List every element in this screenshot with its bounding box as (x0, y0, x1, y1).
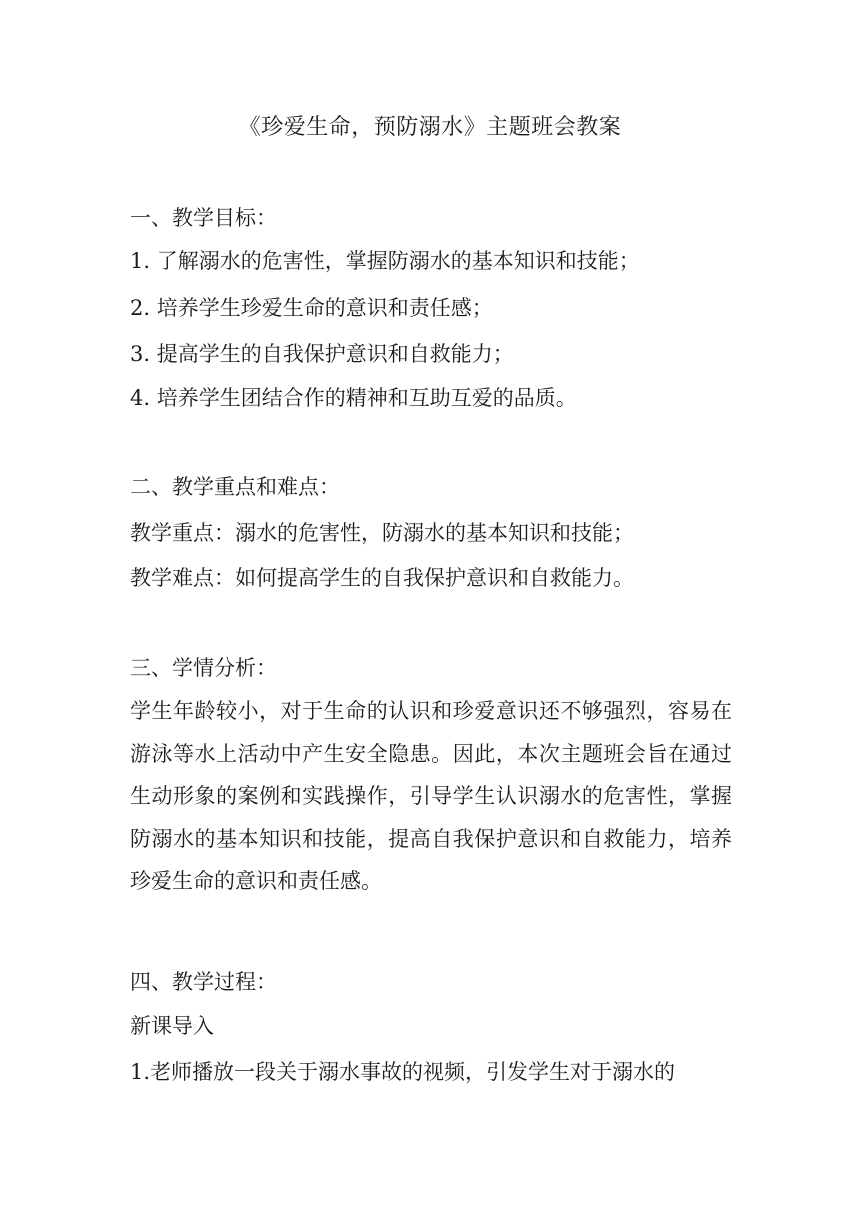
objective-item-2: 2. 培养学生珍爱生命的意识和责任感； (130, 296, 493, 320)
section-heading-key-points: 二、教学重点和难点： (130, 475, 340, 499)
section-heading-objectives: 一、教学目标： (130, 206, 277, 230)
objective-item-4: 4. 培养学生团结合作的精神和互助互爱的品质。 (130, 386, 577, 410)
process-item-1: 1.老师播放一段关于溺水事故的视频，引发学生对于溺水的 (130, 1060, 676, 1084)
section-heading-analysis: 三、学情分析： (130, 656, 277, 680)
analysis-paragraph: 学生年龄较小，对于生命的认识和珍爱意识还不够强烈，容易在游泳等水上活动中产生安全隐患。因此，本次主题班会旨在通过生动形象的案例和实践操作，引导学生认识溺水的危害性，掌握防溺水的基本知识和技能，提高自我保护意识和自救能力，培养珍爱生命的意识和责任感。 (130, 699, 732, 893)
objective-item-3: 3. 提高学生的自我保护意识和自救能力； (130, 342, 514, 366)
key-point-item: 教学重点：溺水的危害性，防溺水的基本知识和技能； (130, 521, 634, 545)
subheading-intro: 新课导入 (130, 1014, 214, 1038)
difficulty-item: 教学难点：如何提高学生的自我保护意识和自救能力。 (130, 566, 634, 590)
objective-item-1: 1. 了解溺水的危害性，掌握防溺水的基本知识和技能； (130, 249, 640, 273)
document-title: 《珍爱生命，预防溺水》主题班会教案 (238, 115, 622, 140)
section-heading-process: 四、教学过程： (130, 970, 277, 994)
